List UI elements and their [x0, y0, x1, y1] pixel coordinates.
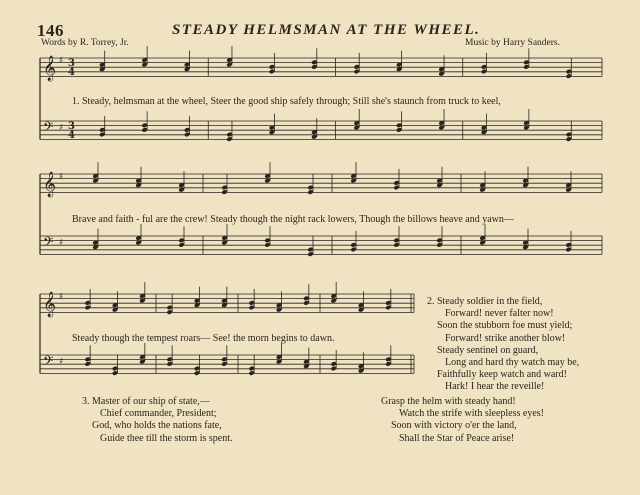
treble-clef-icon: 𝄞	[43, 172, 57, 197]
verse-2-line: Forward! never falter now!	[445, 308, 554, 320]
verse-2-line: Soon the stubborn foe must yield;	[437, 320, 573, 332]
verse-2	[427, 296, 579, 394]
sharp-icon: ♯	[59, 172, 64, 182]
verse-3-line: Guide thee till the storm is spent.	[100, 432, 233, 444]
verse-2-line: Hark! I hear the reveille!	[445, 381, 545, 393]
verse-2-line: Long and hard thy watch may be,	[445, 356, 580, 368]
lyric-line-1: 1. Steady, helmsman at the wheel, Steer the good ship safely through; Still she's staunch from truck to keel,	[72, 96, 501, 107]
verse-2-line: 2. Steady soldier in the field,	[427, 296, 543, 307]
bass-clef-icon: 𝄢	[43, 353, 54, 372]
time-signature: 3	[68, 121, 75, 132]
words-credit: Words by R. Torrey, Jr.	[41, 38, 129, 48]
verse-2-line: Forward! strike another blow!	[445, 332, 566, 344]
page-number: 146	[37, 21, 64, 40]
bass-clef-icon: 𝄢	[43, 234, 54, 253]
sharp-icon: ♯	[59, 357, 64, 367]
hymn-title: STEADY HELMSMAN AT THE WHEEL.	[172, 22, 481, 38]
sharp-icon: ♯	[59, 56, 64, 66]
treble-clef-icon: 𝄞	[43, 292, 57, 317]
verse-3-line: God, who holds the nations fate,	[92, 420, 222, 432]
time-signature: 4	[68, 67, 75, 78]
verse-2-line: Steady sentinel on guard,	[437, 344, 539, 356]
music-credit: Music by Harry Sanders.	[465, 38, 560, 48]
verse-3-line: Soon with victory o'er the land,	[391, 420, 517, 432]
verse-3-line: Chief commander, President;	[100, 408, 217, 420]
sharp-icon: ♯	[59, 292, 64, 302]
clefs	[43, 55, 75, 372]
verse-2-line: Faithfully keep watch and ward!	[437, 369, 567, 381]
verse-3-line: 3. Master of our ship of state,—	[82, 396, 210, 407]
sharp-icon: ♯	[59, 123, 64, 133]
treble-clef-icon: 𝄞	[43, 56, 57, 81]
verse-3-line: Grasp the helm with steady hand!	[381, 396, 516, 407]
verse-3-line: Shall the Star of Peace arise!	[399, 432, 515, 444]
time-signature: 4	[68, 130, 75, 141]
verse-3-right	[381, 396, 544, 445]
verse-3-left	[82, 396, 232, 445]
verse-3-line: Watch the strife with sleepless eyes!	[399, 408, 544, 420]
lyric-line-2: Brave and faith - ful are the crew! Steady though the night rack lowers, Though the billows heave and yawn—	[72, 214, 514, 225]
time-signature: 3	[68, 58, 75, 69]
sharp-icon: ♯	[59, 238, 64, 248]
bass-clef-icon: 𝄢	[43, 119, 54, 138]
lyric-line-3: Steady though the tempest roars— See! the morn begins to dawn.	[72, 333, 335, 344]
